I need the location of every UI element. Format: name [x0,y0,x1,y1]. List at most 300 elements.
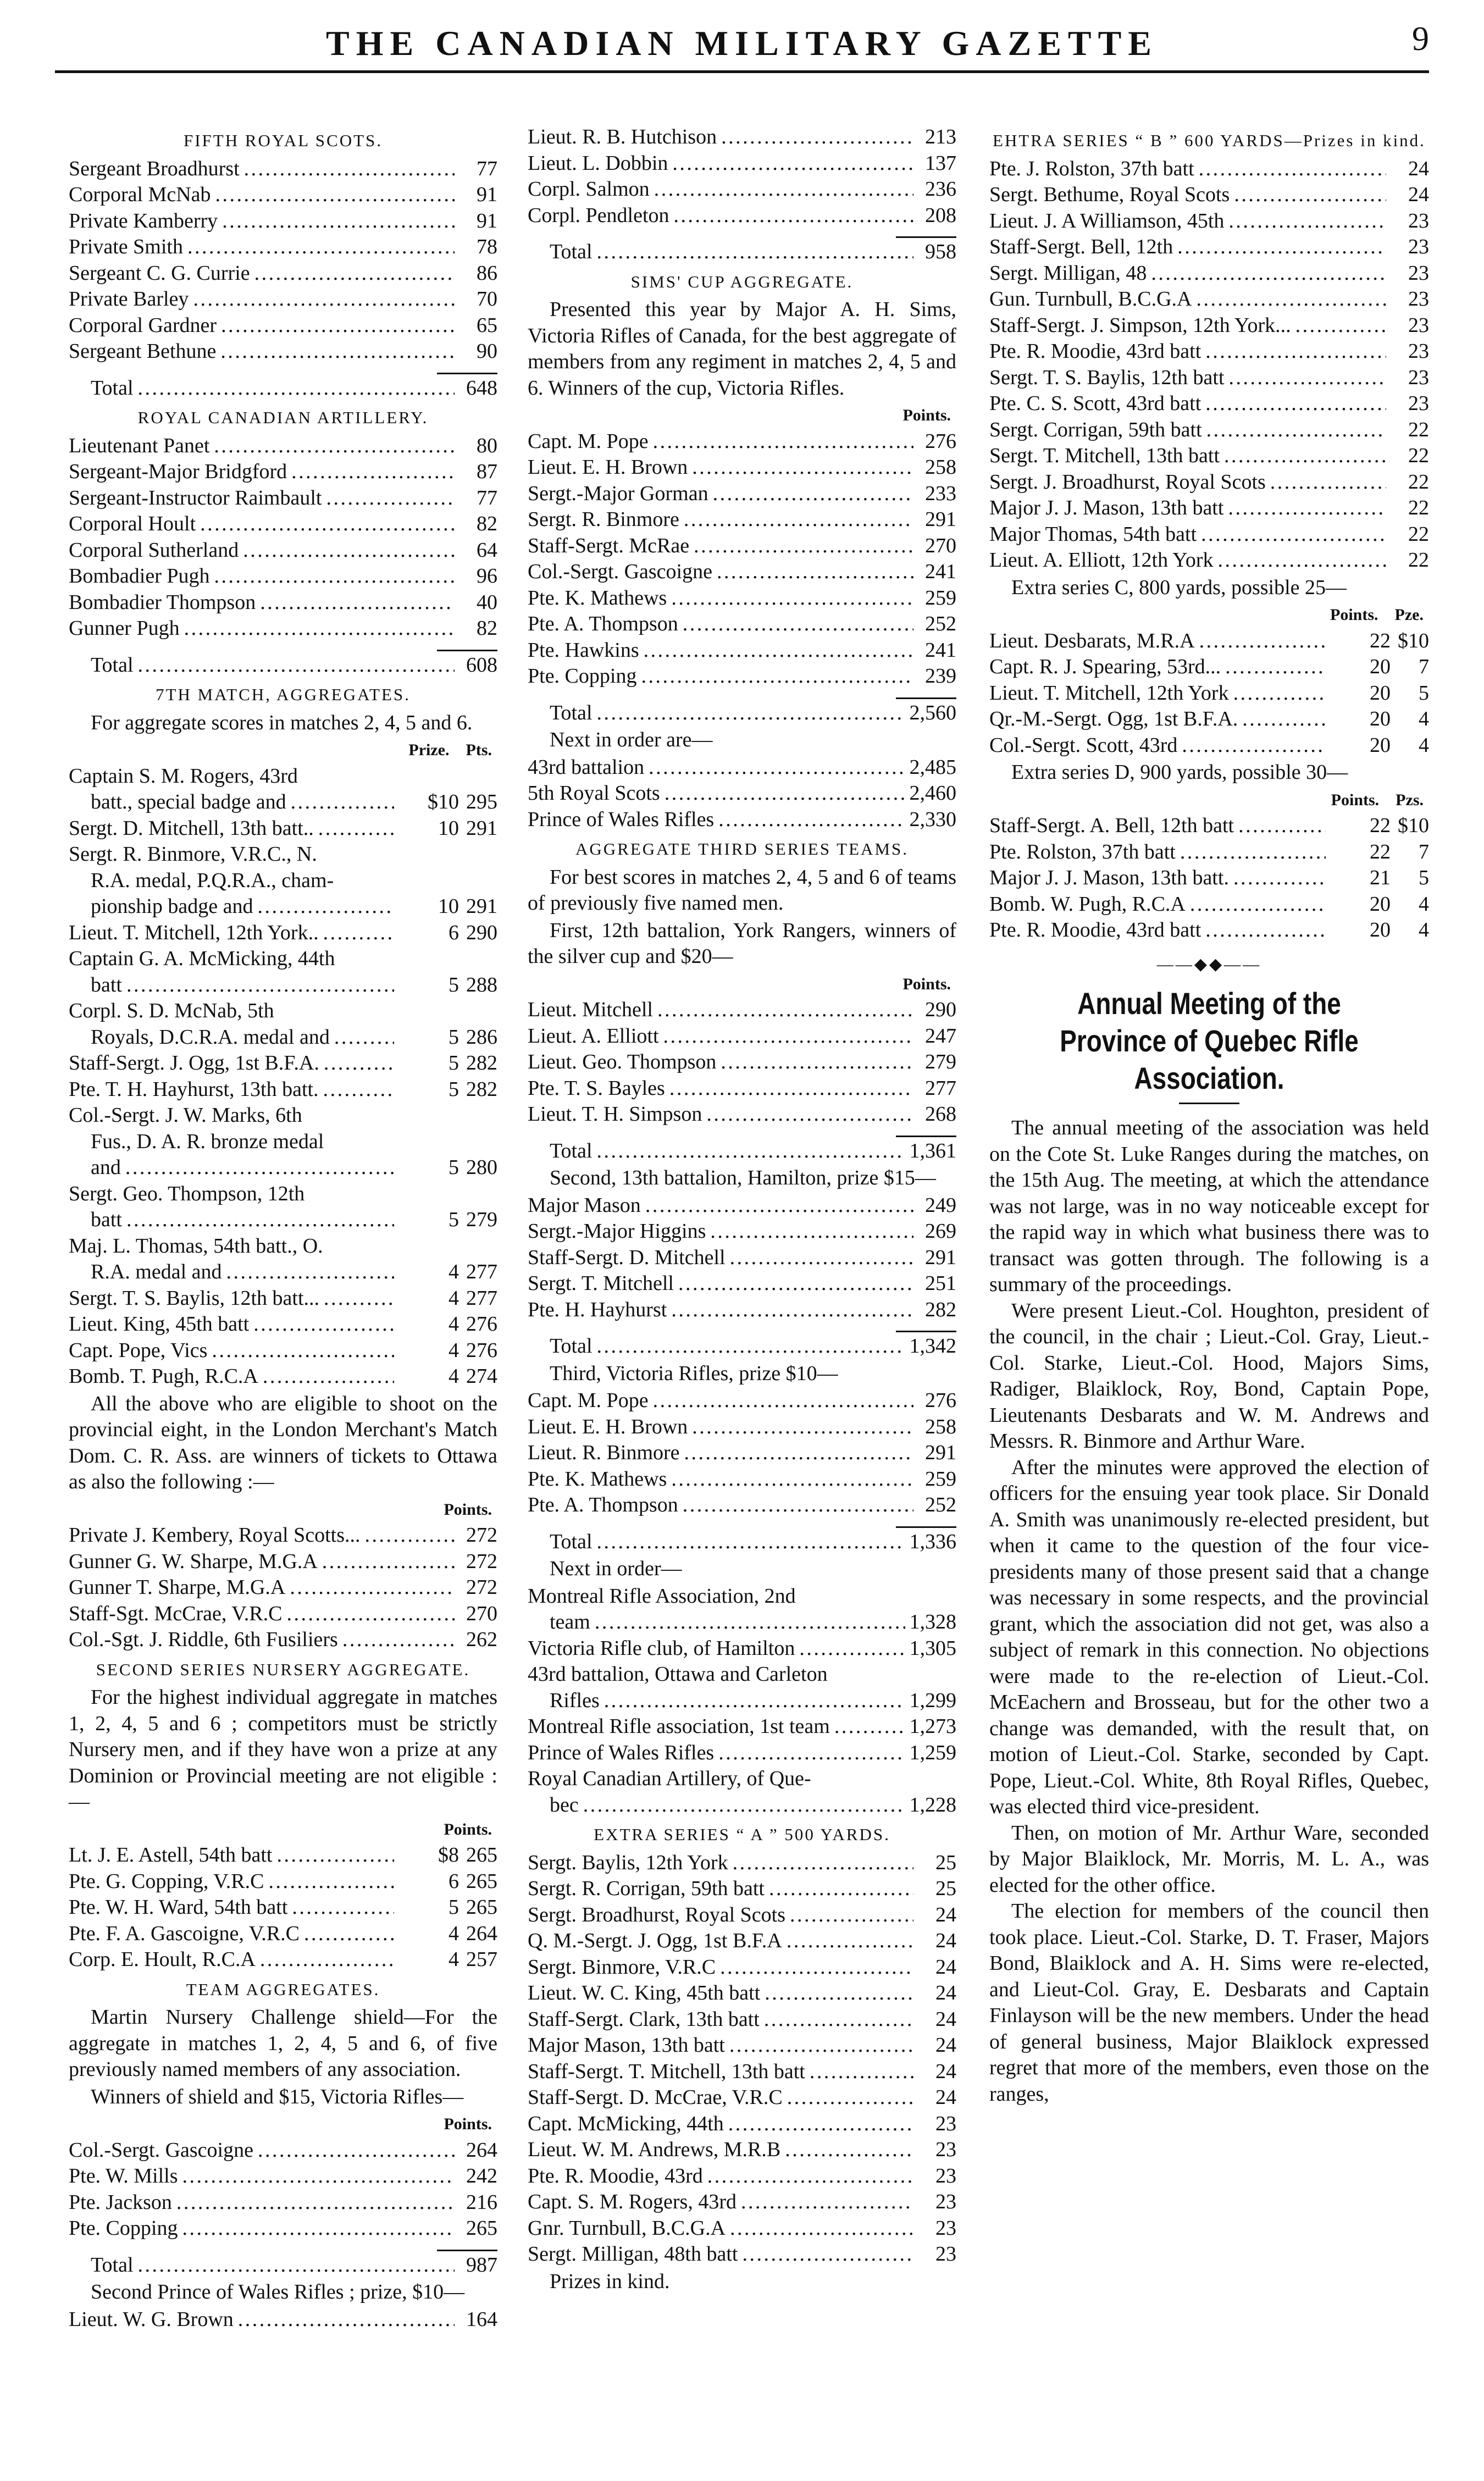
score-row [69,1364,497,1390]
leader-dots [765,1980,913,2007]
entry-points: 96 [477,564,497,588]
leader-dots [125,1155,394,1181]
leader-dots [342,1627,455,1653]
entry-points: 233 [925,481,956,505]
entry-name: Lieut. T. Mitchell, 12th York [989,681,1229,705]
entry-name: Corpl. Salmon [528,178,650,201]
entry-name: Pte. F. A. Gascoigne, V.R.C [69,1921,300,1945]
entry-prize: 10 [438,816,459,840]
leader-dots [244,156,455,182]
entry-name: Staff-Sergt. McRae [528,534,690,557]
entry-prize: 4 [448,1365,459,1388]
leader-dots [644,638,913,664]
entry-name: Montreal Rifle association, 1st team [528,1715,830,1738]
entry-name: R.A. medal, P.Q.R.A., cham- [91,868,334,892]
entry-name: Corporal McNab [69,183,211,206]
entry-prize: 20 [1370,892,1391,916]
entry-points: 264 [466,1921,497,1945]
entry-name: Royals, D.C.R.A. medal and [91,1025,330,1049]
entry-name: Pte. Copping [69,2217,178,2240]
score-row [528,1101,956,1128]
entry-name: 43rd battalion [528,755,645,779]
entry-points: 2,460 [909,782,956,805]
entry-name: Bombadier Thompson [69,590,256,614]
entry-name: Sergeant Bethune [69,340,217,363]
score-row [69,1129,497,1155]
total-label: Total [91,2253,134,2277]
entry-prize: 4 [448,1260,459,1283]
entry-name: Sergt. Corrigan, 59th batt [989,418,1202,441]
leader-dots [597,1333,905,1360]
entry-points: 1,228 [909,1793,956,1817]
score-row [989,547,1429,574]
entry-name: Captain S. M. Rogers, 43rd [69,764,298,788]
score-row [528,2189,956,2216]
entry-name: R.A. medal and [91,1260,222,1283]
score-row [528,1876,956,1902]
score-row [528,1297,956,1323]
entry-prize: 20 [1370,655,1391,678]
entry-prize: 6 [448,921,459,944]
entry-points: 276 [466,1338,497,1362]
entry-points: 291 [925,1441,956,1464]
leader-dots [684,1440,913,1466]
entry-name: Private Barley [69,287,189,311]
entry-name: Lieut. Desbarats, M.R.A [989,629,1195,652]
entry-name: Gunner Pugh [69,617,180,640]
leader-dots [1205,391,1386,417]
entry-points: 91 [477,183,497,206]
leader-dots [268,1869,394,1895]
entry-name: Staff-Sergt. J. Simpson, 12th York... [989,313,1291,337]
leader-dots [138,652,455,679]
entry-points: 23 [935,2112,956,2135]
leader-dots [193,286,455,313]
column-header-label: Prize. [408,741,450,759]
leader-dots [799,1636,905,1662]
score-row [69,816,497,842]
score-row [69,182,497,208]
entry-points: 290 [925,998,956,1021]
entry-points: 22 [1408,418,1429,441]
leader-dots [649,755,905,781]
entry-name: Sergeant-Instructor Raimbault [69,486,322,510]
entry-name: Staff-Sgt. McCrae, V.R.C [69,1602,283,1625]
entry-name: Col.-Sergt. Gascoigne [528,560,712,583]
leader-dots [290,1575,455,1601]
leader-dots [707,2163,913,2190]
total-rule [437,2250,497,2251]
entry-name: Sergt. T. S. Baylis, 12th batt [989,365,1225,389]
score-row [528,2111,956,2137]
total-label: Total [91,376,134,400]
leader-dots [583,1792,905,1819]
score-row [528,2033,956,2059]
leader-dots [597,1529,905,1555]
entry-points: 1,299 [909,1688,956,1712]
score-row [69,1286,497,1312]
entry-name: Staff-Sergt. A. Bell, 12th batt [989,814,1234,837]
score-row [528,203,956,229]
section-heading: EHTRA SERIES “ B ” 600 YARDS—Prizes in kind. [993,131,1426,150]
paragraph: Winners of shield and $15, Victoria Rifles— [91,2085,464,2108]
entry-points: 22 [1408,496,1429,519]
score-row [528,1271,956,1297]
header-rule [55,70,1429,73]
entry-points: 264 [466,2138,497,2162]
entry-points: 4 [1419,707,1429,730]
entry-prize: 4 [448,1921,459,1945]
entry-points: 265 [466,1843,497,1867]
column-header [989,787,1429,813]
entry-name: Pte. C. S. Scott, 43rd batt [989,392,1201,415]
score-row [989,628,1429,655]
entry-name: Staff-Sergt. J. Ogg, 1st B.F.A. [69,1051,319,1075]
score-row [989,208,1429,235]
score-row [69,1233,497,1260]
leader-dots [1242,706,1326,733]
entry-points: 4 [1419,918,1429,942]
leader-dots [1182,733,1326,759]
entry-points: 1,328 [909,1610,956,1633]
entry-prize: 20 [1370,707,1391,730]
total-block [528,1323,956,1360]
entry-points: 242 [466,2164,497,2188]
entry-points: 247 [925,1024,956,1048]
entry-prize: 5 [448,1208,459,1231]
leader-dots [1238,813,1326,839]
entry-name: Pte. W. H. Ward, 54th batt [69,1896,288,1919]
leader-dots [323,920,394,946]
leader-dots [671,1297,913,1323]
entry-points: 77 [477,486,497,510]
score-row [528,1076,956,1102]
score-row [528,429,956,455]
section-ornament: ——◆◆—— [1156,955,1262,973]
entry-points: 82 [477,512,497,535]
score-row [528,1902,956,1929]
leader-dots [243,538,455,564]
entry-points: 24 [935,1981,956,2004]
leader-dots [604,1688,905,1714]
entry-name: Major Mason [528,1193,641,1217]
page-header [55,15,1429,81]
leader-dots [1151,261,1386,287]
entry-name: Corpl. Pendleton [528,203,669,227]
entry-points: 216 [466,2190,497,2214]
total-value: 1,342 [909,1334,956,1358]
entry-points: 23 [1408,392,1429,415]
score-row [989,313,1429,339]
entry-name: Col.-Sergt. J. W. Marks, 6th [69,1104,302,1127]
column-header-label: Pze. [1394,606,1424,624]
entry-points: 282 [466,1051,497,1075]
entry-name: Pte. T. S. Bayles [528,1076,665,1100]
entry-name: Staff-Sergt. D. Mitchell [528,1245,726,1269]
leader-dots [669,1076,913,1102]
entry-points: 277 [925,1076,956,1100]
score-row [69,563,497,590]
score-row [69,485,497,512]
entry-name: Maj. L. Thomas, 54th batt., O. [69,1234,323,1258]
entry-points: 269 [925,1220,956,1243]
leader-dots [322,1549,455,1575]
total-value: 958 [925,240,956,263]
entry-points: 2,330 [909,807,956,831]
article-paragraph: Then, on motion of Mr. Arthur Ware, seconded by Major Blaiklock, Mr. Morris, M. L. A., was elected for the other office. [989,1821,1429,1897]
entry-prize: 5 [448,973,459,996]
score-row [989,469,1429,496]
entry-prize: 21 [1370,866,1391,889]
score-row [69,538,497,564]
entry-name: Lt. J. E. Astell, 54th batt [69,1843,273,1867]
entry-points: 7 [1419,655,1429,678]
entry-name: Royal Canadian Artillery, of Que- [528,1767,811,1790]
total-row [528,239,956,265]
entry-points: 1,305 [909,1636,956,1660]
leader-dots [718,807,905,833]
score-row [69,972,497,999]
total-row [69,2252,497,2279]
section-heading: EXTRA SERIES “ A ” 500 YARDS. [594,1825,890,1844]
score-row [69,616,497,642]
entry-points: 5 [1419,681,1429,705]
entry-points: 282 [925,1298,956,1321]
score-row [69,2163,497,2190]
leader-dots [184,616,455,642]
entry-name: Pte. T. H. Hayhurst, 13th batt. [69,1077,319,1101]
entry-points: 265 [466,1896,497,1919]
column-header-label: Points. [1331,790,1380,809]
total-value: 608 [466,653,497,677]
entry-points: 23 [1408,340,1429,363]
leader-dots [728,2111,913,2137]
total-rule [896,236,956,238]
leader-dots [730,1245,913,1271]
score-row [989,680,1429,707]
column-2 [528,124,956,2296]
entry-name: Capt. M. Pope [528,429,649,453]
score-row [69,946,497,972]
entry-prize: 22 [1370,814,1391,837]
leader-dots [730,2216,913,2242]
leader-dots [200,511,455,538]
score-row [69,2307,497,2333]
column-header [69,1817,497,1843]
entry-name: Lieut. Mitchell [528,998,653,1021]
score-row [69,1311,497,1338]
total-label: Total [91,653,134,677]
score-row [528,2137,956,2163]
score-row [69,1024,497,1051]
score-row [69,1103,497,1129]
entry-points: 272 [466,1549,497,1573]
total-row [69,652,497,679]
entry-points: 23 [1408,209,1429,232]
entry-name: Pte. J. Rolston, 37th batt [989,157,1194,180]
score-row [989,234,1429,261]
leader-dots [318,816,394,842]
column-1 [69,124,497,2333]
entry-name: Captain G. A. McMicking, 44th [69,947,335,970]
entry-prize: 20 [1370,733,1391,757]
entry-prize: 20 [1370,681,1391,705]
entry-name: Pte. R. Moodie, 43rd batt [989,918,1201,942]
total-block [528,229,956,265]
leader-dots [254,261,455,287]
total-block [528,1519,956,1555]
entry-name: batt [91,973,122,996]
leader-dots [258,894,394,920]
leader-dots [253,1311,394,1338]
leader-dots [260,1947,394,1973]
score-row [989,706,1429,733]
leader-dots [258,2137,455,2164]
total-block [69,365,497,402]
column-header-label: Points. [444,1500,492,1519]
entry-name: Sergt. R. Binmore [528,508,679,531]
score-row [69,1895,497,1921]
paragraph: For the highest individual aggregate in matches 1, 2, 4, 5 and 6 ; competitors must be strictly Nursery men, and if they have won a prize at any Dominion or Provincial meeting are not eligible :— [69,1686,497,1813]
leader-dots [334,1024,394,1051]
score-row [69,339,497,365]
entry-prize: 5 [448,1896,459,1919]
entry-name: Pte. A. Thompson [528,1493,678,1516]
section-heading: TEAM AGGREGATES. [186,1979,380,1999]
leader-dots [692,1414,913,1441]
score-row [528,2059,956,2085]
leader-dots [810,2059,913,2085]
score-row [989,156,1429,182]
entry-name: Staff-Sergt. D. McCrae, V.R.C [528,2086,783,2109]
leader-dots [671,1466,913,1493]
leader-dots [741,2189,913,2216]
leader-dots [1196,286,1386,313]
entry-name: Sergt. J. Broadhurst, Royal Scots [989,470,1266,494]
entry-points: 40 [477,590,497,614]
entry-name: Lieut. E. H. Brown [528,456,688,479]
score-row [69,2137,497,2164]
section-heading: SECOND SERIES NURSERY AGGREGATE. [96,1659,470,1679]
score-row [528,1792,956,1819]
leader-dots [1177,234,1386,261]
leader-dots [1295,313,1386,339]
entry-points: 208 [925,203,956,227]
title-rule [1179,1103,1239,1104]
entry-points: 23 [1408,235,1429,258]
entry-points: 291 [925,1245,956,1269]
score-row [989,261,1429,287]
leader-dots [692,455,913,481]
entry-name: Sergt. T. Mitchell, 13th batt [989,444,1220,467]
score-row [528,1636,956,1662]
score-row [528,1766,956,1792]
article-paragraph: After the minutes were approved the election of officers for the ensuing year took place. Sir Donald A. Smith was unanimously re-elected president, but when it came to the question of the four vice-presidents many of those present said that a change was necessary in some respects, and the provincial grant, which the association did not get, was also a subject of remark in this connection. No objections were made to the re-election of Lieut.-Col. McEachern and Brosseau, but for the other two a change was demanded, with the result that, on motion of Lieut.-Col. Starke, seconded by Capt. Pope, Lieut.-Col. White, 8th Royal Rifles, Quebec, was elected third vice-president. [989,1455,1429,1818]
score-row [528,611,956,638]
entry-name: Corpl. S. D. McNab, 5th [69,999,274,1022]
article-paragraph: Were present Lieut.-Col. Houghton, president of the council, in the chair ; Lieut.-Col. Gray, Lieut.-Col. Starke, Lieut.-Col. Hood, Majors Sims, Radiger, Blaiklock, Roy, Bond, Captain Pope, Lieutenants Desbarats and W. M. Andrews and Messrs. R. Binmore and Arthur Ware. [989,1299,1429,1453]
leader-dots [671,585,913,612]
paragraph: Next in order are— [550,728,713,751]
score-row [528,1662,956,1688]
leader-dots [126,1207,394,1233]
entry-name: Lieut. W. C. King, 45th batt [528,1981,761,2004]
entry-name: Lieut. E. H. Brown [528,1415,688,1438]
entry-name: Sergt. T. Mitchell [528,1272,674,1295]
leader-dots [263,1364,394,1390]
entry-points: 24 [935,1929,956,1952]
entry-points: 272 [466,1524,497,1547]
score-row [69,2216,497,2242]
score-row [69,286,497,313]
column-3 [989,124,1429,2107]
entry-name: Capt. R. J. Spearing, 53rd... [989,655,1221,678]
leader-dots [665,780,905,807]
column-header-label: Points. [1330,606,1378,624]
entry-name: 43rd battalion, Ottawa and Carleton [528,1663,828,1686]
entry-points: 258 [925,1415,956,1438]
leader-dots [674,203,913,229]
score-row [69,1259,497,1286]
column-header [528,402,956,429]
entry-points: 137 [925,151,956,175]
score-row [528,533,956,560]
leader-dots [694,533,913,560]
entry-points: 265 [466,1869,497,1893]
entry-name: Bomb. T. Pugh, R.C.A [69,1365,258,1388]
entry-points: 258 [925,456,956,479]
score-row [69,459,497,485]
entry-points: 4 [1419,892,1429,916]
total-rule [896,697,956,699]
score-row [528,1440,956,1466]
leader-dots [787,1928,913,1954]
score-row [528,2216,956,2242]
leader-dots [138,375,455,402]
section-heading: ROYAL CANADIAN ARTILLERY. [137,408,429,427]
leader-dots [286,1601,455,1627]
column-header-label: Pts. [466,741,492,759]
entry-points: 257 [466,1948,497,1971]
entry-name: Private J. Kembery, Royal Scotts... [69,1524,361,1547]
entry-points: 262 [466,1628,497,1651]
score-row [528,1583,956,1610]
entry-name: Lieut. W. G. Brown [69,2307,234,2331]
entry-points: 23 [1408,365,1429,389]
paragraph: For aggregate scores in matches 2, 4, 5 and 6. [91,711,473,734]
leader-dots [1225,654,1326,680]
entry-name: Lieut. King, 45th batt [69,1313,250,1336]
leader-dots [653,1388,913,1414]
leader-dots [214,563,455,590]
column-header-label: Points. [444,2115,492,2133]
entry-name: Lieut. L. Dobbin [528,151,668,175]
leader-dots [717,559,913,585]
score-row [528,455,956,481]
entry-prize: 4 [448,1338,459,1362]
leader-dots [1224,443,1386,469]
entry-name: Lieut. R. Binmore [528,1441,680,1464]
entry-name: Sergt. R. Corrigan, 59th batt [528,1877,765,1900]
score-row [989,865,1429,891]
total-rule [896,1526,956,1528]
score-row [528,1850,956,1876]
entry-points: 290 [466,921,497,944]
score-row [528,1928,956,1954]
leader-dots [1199,156,1386,182]
leader-dots [706,1101,913,1128]
score-row [69,156,497,182]
